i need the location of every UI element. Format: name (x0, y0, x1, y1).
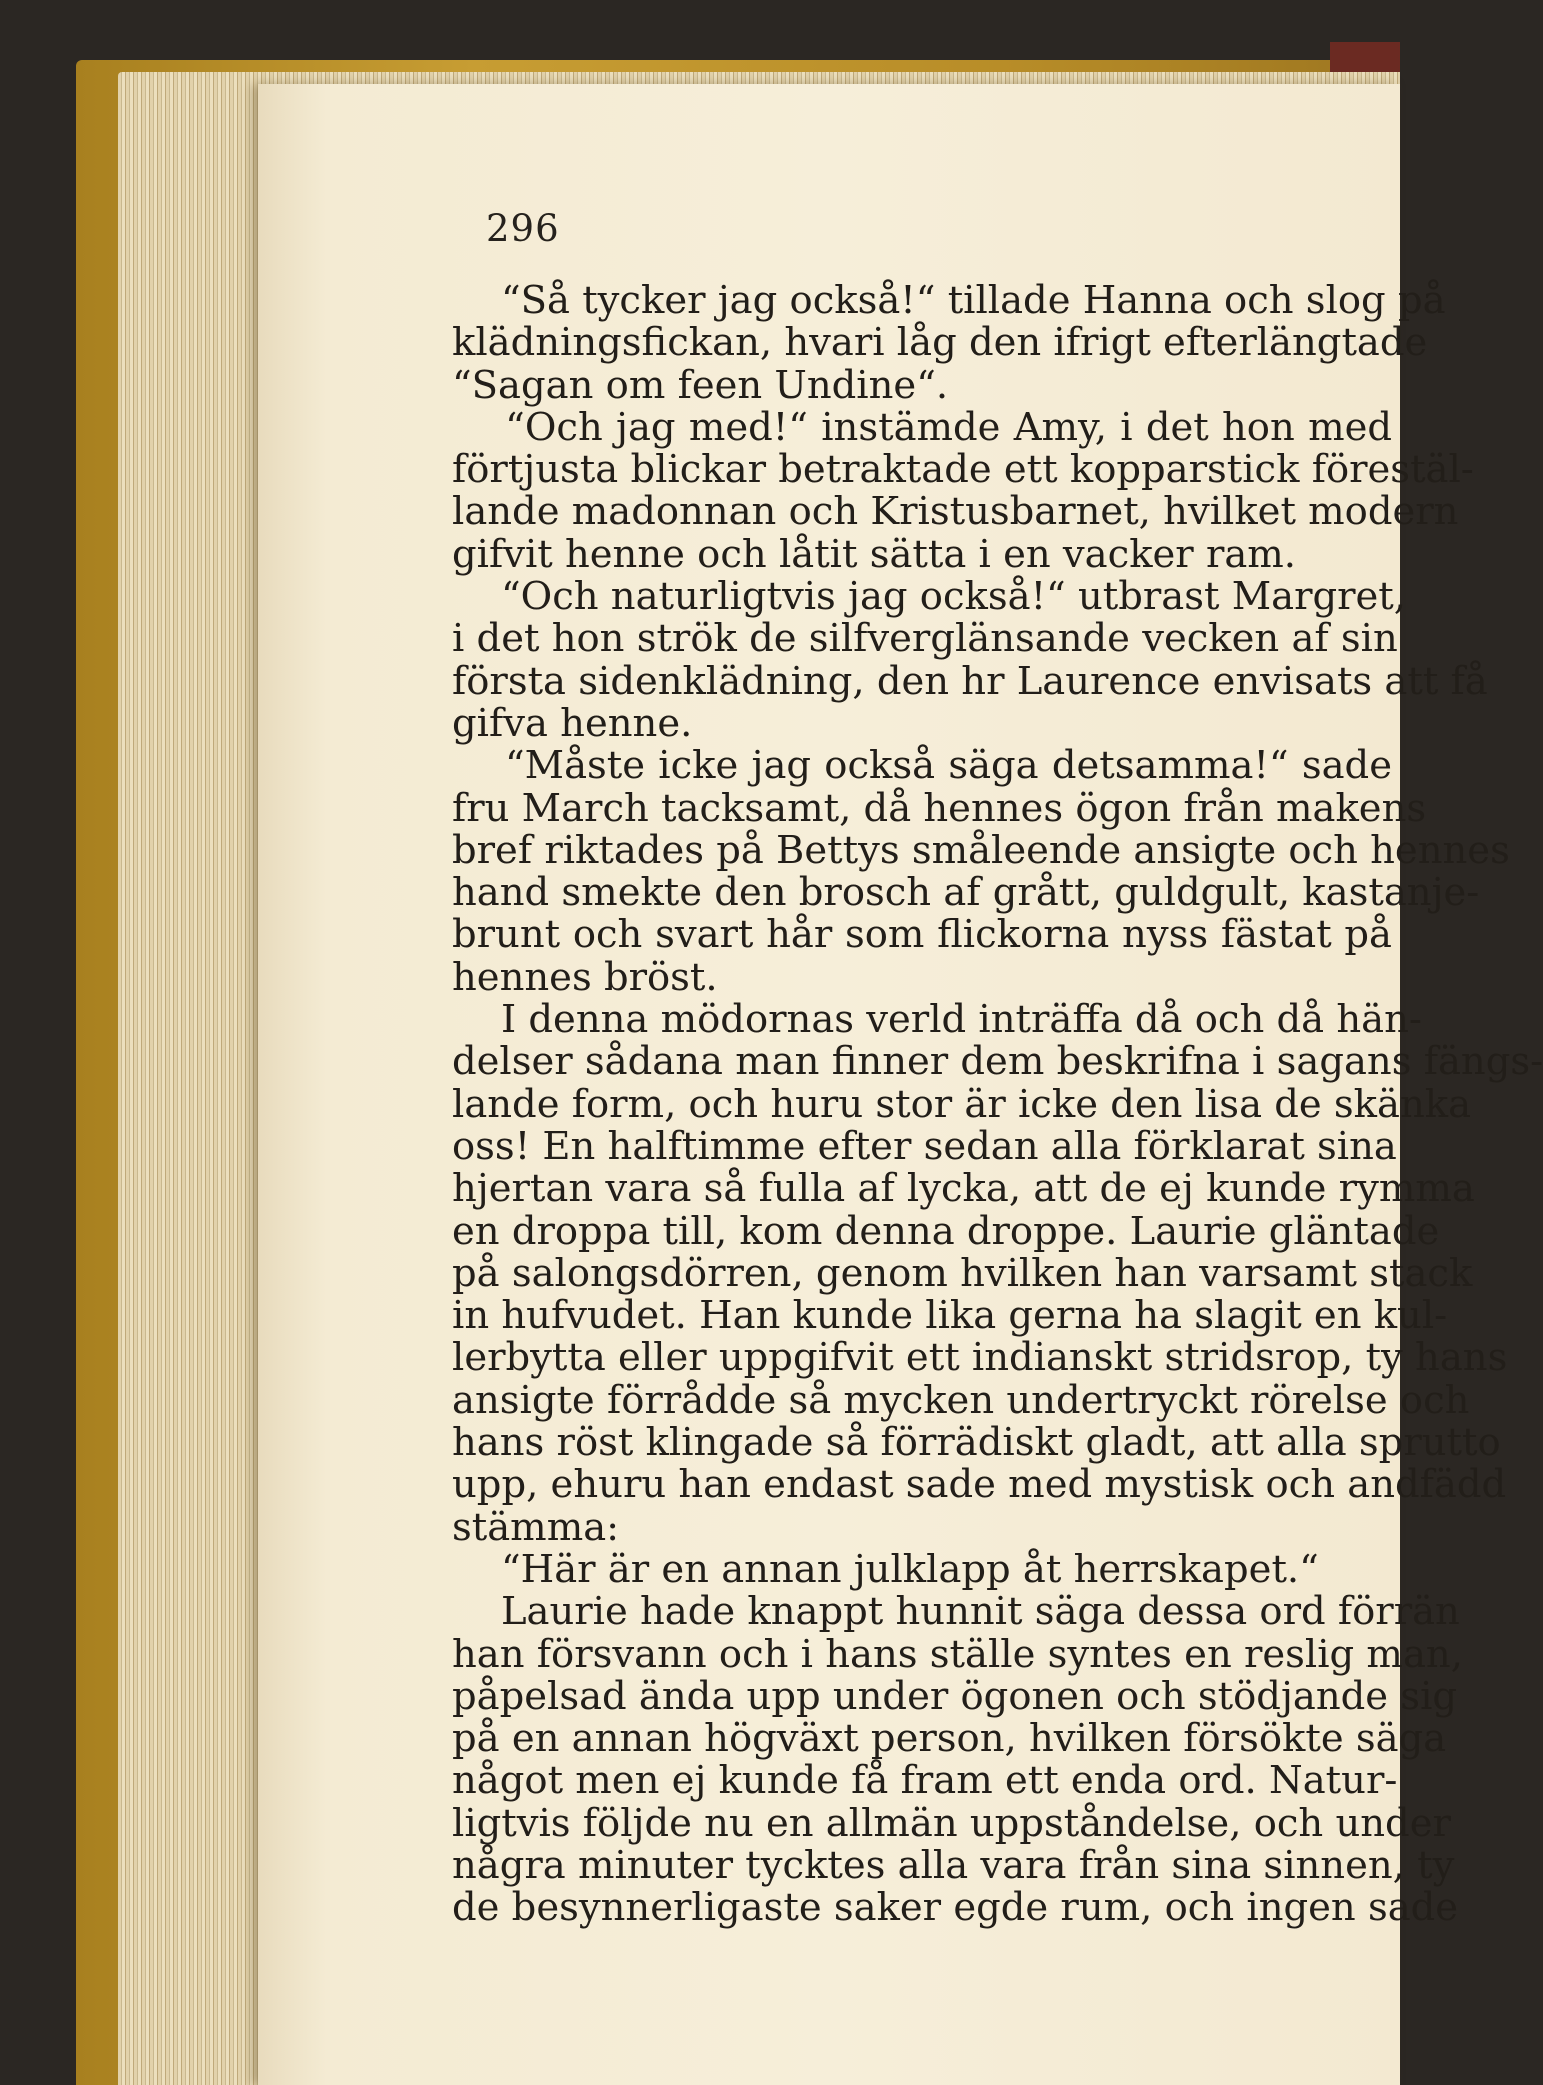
text-line: något men ej kunde få fram ett enda ord. Natur- (452, 1758, 1398, 1804)
text-line: “Måste icke jag också säga detsamma!“ sade (452, 743, 1392, 789)
text-line: stämma: (452, 1504, 620, 1550)
text-line: förtjusta blickar betraktade ett kopparstick förestäl- (452, 447, 1474, 493)
text-line: några minuter tycktes alla vara från sina sinnen, ty (452, 1842, 1455, 1888)
text-line: bref riktades på Bettys småleende ansigte och hennes (452, 827, 1510, 873)
text-line: “Och jag med!“ instämde Amy, i det hon med (452, 404, 1392, 450)
text-line: delser sådana man finner dem beskrifna i sagans fängs- (452, 1039, 1543, 1085)
text-line: fru March tacksamt, då hennes ögon från makens (452, 785, 1427, 831)
text-line: ansigte förrådde så mycken undertryckt rörelse och (452, 1377, 1470, 1423)
text-line: “Och naturligtvis jag också!“ utbrast Margret, (452, 574, 1407, 620)
page-text (452, 278, 1543, 1931)
text-line: oss! En halftimme efter sedan alla förklarat sina (452, 1123, 1397, 1169)
text-line: “Så tycker jag också!“ tillade Hanna och slog på (452, 278, 1446, 323)
text-line: “Sagan om feen Undine“. (452, 362, 949, 408)
page-number: 296 (486, 207, 560, 250)
text-line: “Här är en annan julklapp åt herrskapet.“ (452, 1546, 1319, 1592)
text-line: klädningsfickan, hvari låg den ifrigt efterlängtade (452, 320, 1428, 366)
text-line: en droppa till, kom denna droppe. Laurie gläntade (452, 1208, 1440, 1254)
text-line: i det hon strök de silfverglänsande vecken af sin (452, 616, 1398, 662)
text-line: på en annan högväxt person, hvilken försökte säga (452, 1716, 1447, 1762)
text-line: in hufvudet. Han kunde lika gerna ha slagit en kul- (452, 1293, 1448, 1339)
text-line: brunt och svart hår som flickorna nyss fästat på (452, 912, 1392, 958)
text-line: lande form, och huru stor är icke den lisa de skänka (452, 1081, 1472, 1127)
text-line: gifva henne. (452, 700, 693, 746)
text-line: upp, ehuru han endast sade med mystisk och andfädd (452, 1462, 1507, 1508)
text-line: hand smekte den brosch af grått, guldgult, kastanje- (452, 870, 1480, 916)
text-line: I denna mödornas verld inträffa då och då hän- (452, 997, 1422, 1043)
text-line: lerbytta eller uppgifvit ett indianskt stridsrop, ty hans (452, 1335, 1508, 1381)
book-cloth-corner (1330, 42, 1400, 72)
text-line: gifvit henne och låtit sätta i en vacker ram. (452, 531, 1297, 577)
text-line: hennes bröst. (452, 954, 718, 1000)
text-line: första sidenklädning, den hr Laurence envisats att få (452, 658, 1488, 704)
text-line: Laurie hade knappt hunnit säga dessa ord förrän (452, 1589, 1460, 1635)
text-line: ligtvis följde nu en allmän uppståndelse, och under (452, 1800, 1451, 1846)
text-line: hans röst klingade så förrädiskt gladt, att alla sprutto (452, 1420, 1501, 1466)
text-line: på salongsdörren, genom hvilken han varsamt stack (452, 1250, 1473, 1296)
text-line: de besynnerligaste saker egde rum, och ingen sade (452, 1885, 1459, 1931)
text-line: han försvann och i hans ställe syntes en reslig man, (452, 1631, 1463, 1677)
text-line: påpelsad ända upp under ögonen och stödjande sig (452, 1673, 1458, 1719)
text-line: hjertan vara så fulla af lycka, att de ej kunde rymma (452, 1166, 1475, 1212)
text-line: lande madonnan och Kristusbarnet, hvilket modern (452, 489, 1459, 535)
